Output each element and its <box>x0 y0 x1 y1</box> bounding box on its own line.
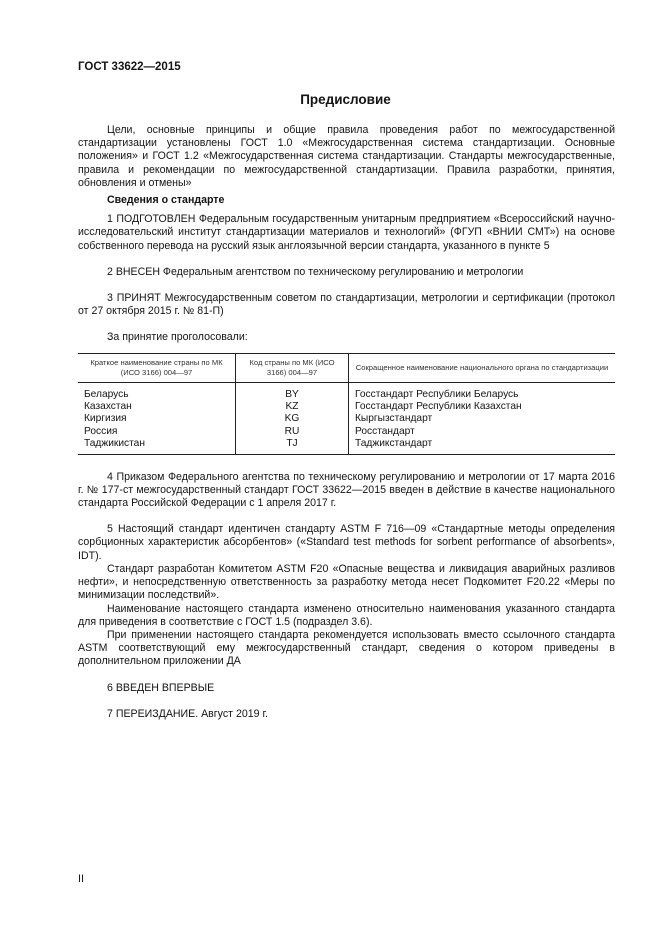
code-cell: TJ <box>236 438 349 454</box>
voting-table <box>78 353 615 455</box>
item-5-reference-paragraph: При применении настоящего стандарта рекомендуется использовать вместо ссылочного стандарта ASTM соответствующий ему межгосударственный стандарт, сведения о котором приведены в дополнительном приложении ДА <box>78 628 615 668</box>
body-cell: Госстандарт Республики Казахстан <box>355 401 522 413</box>
table-header-body: Сокращенное наименование национального органа по стандартизации <box>349 353 616 382</box>
country-cell: Россия <box>84 425 118 437</box>
code-cell: KG <box>236 413 349 425</box>
item-3-paragraph: 3 ПРИНЯТ Межгосударственным советом по стандартизации, метрологии и сертификации (протокол от 27 октября 2015 г. № 81-П) <box>78 292 615 318</box>
country-cell: Беларусь <box>84 388 129 400</box>
item-6-paragraph: 6 ВВЕДЕН ВПЕРВЫЕ <box>107 681 215 694</box>
table-row <box>78 426 615 438</box>
table-row <box>78 413 615 425</box>
item-1-paragraph: 1 ПОДГОТОВЛЕН Федеральным государственным унитарным предприятием «Всероссийский научно-исследовательский институт стандартизации материалов и технологий» (ФГУП «ВНИИ СМТ») на основе собственного перевода на русский язык англоязычной версии стандарта, указанного в пункте 5 <box>78 213 615 252</box>
body-cell: Госстандарт Республики Беларусь <box>355 388 519 400</box>
country-cell: Киргизия <box>84 413 127 425</box>
page-title: Предисловие <box>300 92 391 107</box>
table-header-country: Краткое наименование страны по МК (ИСО 3166) 004—97 <box>78 353 236 382</box>
table-header-row <box>78 353 615 382</box>
body-cell: Таджикстандарт <box>349 438 616 454</box>
page-number: II <box>78 873 85 885</box>
voted-label: За принятие проголосовали: <box>107 331 248 344</box>
item-5-paragraph: 5 Настоящий стандарт идентичен стандарту ASTM F 716—09 «Стандартные методы определения сорбционных характеристик абсорбентов» («Standard test methods for sorbent performance of absorbents», IDT). <box>78 523 615 562</box>
intro-paragraph: Цели, основные принципы и общие правила проведения работ по межгосударственной стандартизации установлены ГОСТ 1.0 «Межгосударственная система стандартизации. Основные положения» и ГОСТ 1.2 «Межгосударственная система стандартизации. Стандарты межгосударственные, правила и рекомендации по межгосударственной стандартизации. Правила разработки, принятия, обновления и отмены» <box>78 124 615 189</box>
table-row <box>78 382 615 401</box>
table-header-code: Код страны по МК (ИСО 3166) 004—97 <box>236 353 349 382</box>
item-2-paragraph: 2 ВНЕСЕН Федеральным агентством по техническому регулированию и метрологии <box>107 265 524 278</box>
item-7-paragraph: 7 ПЕРЕИЗДАНИЕ. Август 2019 г. <box>107 707 268 720</box>
item-4-paragraph: 4 Приказом Федерального агентства по техническому регулированию и метрологии от 17 марта 2016 г. № 177-ст межгосударственный стандарт ГОСТ 33622—2015 введен в действие в качестве национального стандарта Российской Федерации с 1 апреля 2017 г. <box>78 470 615 510</box>
country-cell: Казахстан <box>84 401 132 413</box>
table-row <box>78 401 615 413</box>
code-cell: KZ <box>236 401 349 413</box>
code-cell: BY <box>236 382 349 401</box>
table-row <box>78 438 615 454</box>
code-cell: RU <box>236 426 349 438</box>
body-cell: Росстандарт <box>355 425 415 437</box>
body-cell: Кыргызстандарт <box>355 413 433 425</box>
country-cell: Таджикистан <box>78 438 236 454</box>
document-number-header: ГОСТ 33622—2015 <box>78 61 181 73</box>
section-title: Сведения о стандарте <box>107 194 225 207</box>
item-5-title-change-paragraph: Наименование настоящего стандарта изменено относительно наименования указанного стандарта для приведения в соответствие с ГОСТ 1.5 (подраздел 3.6). <box>78 602 615 628</box>
item-5-committee-paragraph: Стандарт разработан Комитетом ASTM F20 «Опасные вещества и ликвидация аварийных разливов нефти», и непосредственную ответственность за разработку метода несет Подкомитет F20.22 «Меры по минимизации последствий». <box>78 562 615 602</box>
preface-content <box>78 124 615 721</box>
